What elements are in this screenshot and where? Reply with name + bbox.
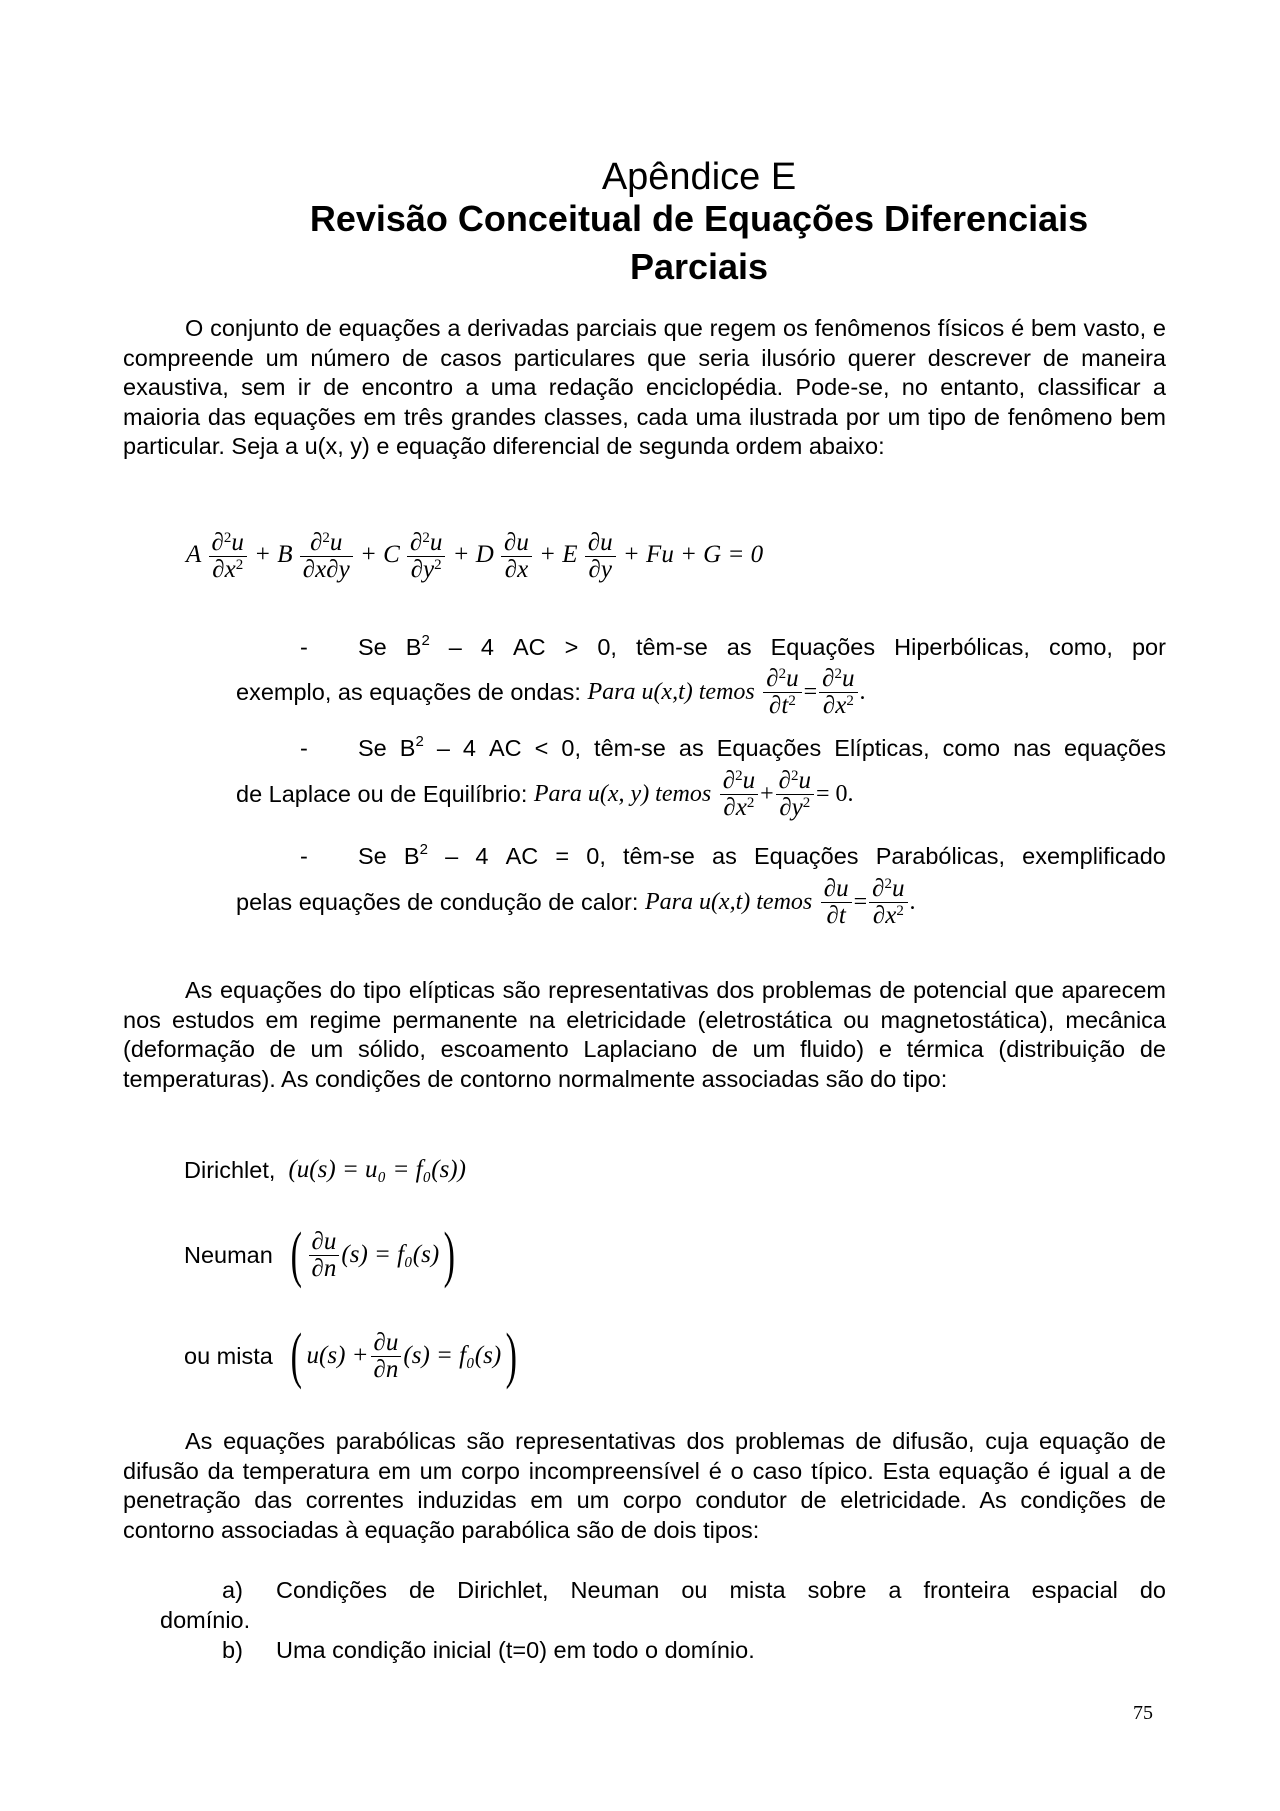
fraction-d2u-dxdy: $\frac{\partial^2u}{\partial x\partial y}$ [300, 530, 353, 583]
fraction-du-dy: $\frac{\partial u}{\partial y}$ [585, 530, 616, 583]
list-item-b: Uma condição inicial (t=0) em todo o domínio. [276, 1637, 755, 1663]
appendix-label: Apêndice E [601, 156, 797, 198]
coef-d: + D [452, 541, 494, 569]
elliptic-paragraph: As equações do tipo elípticas são representativas dos problemas de potencial que aparecem nos estudos em regime permanente na eletricidade (eletrostática ou magnetostática), mecânica (deformação de um sólido, escoamento Laplaciano de um fluido) e térmica (distribuição de temperaturas). As condições de contorno normalmente associadas são do tipo: [123, 977, 1166, 1092]
dirichlet-label: Dirichlet, [184, 1156, 276, 1183]
fraction-du-dx: $\frac{\partial u}{\partial x}$ [501, 530, 532, 583]
dirichlet-expression: (u(s) = u₀ = f₀(s)) [288, 1156, 466, 1183]
equation-tail: + Fu + G = 0 [622, 541, 764, 569]
coef-e: + E [539, 541, 578, 569]
bullet-dash: - [300, 843, 308, 869]
page-title-line1: Revisão Conceitual de Equações Diferenciais [309, 198, 1089, 239]
neuman-label: Neuman [184, 1241, 273, 1268]
bullet-dash: - [300, 634, 308, 660]
case-hyperbolic-example: exemplo, as equações de ondas: Para u(x,t) temos $\frac{\partial^2u}{\partial t^2}$ = $\frac{\partial^2u}{\partial x^2}$ . [236, 665, 866, 719]
coef-b: + B [254, 541, 293, 569]
page-title-line2: Parciais [629, 246, 769, 287]
list-marker-a: a) [222, 1577, 243, 1603]
list-item-a-line2: domínio. [160, 1607, 251, 1633]
mista-label: ou mista [184, 1342, 273, 1369]
mixed-condition: ou mista ( u(s) + $\frac{\partial u}{\partial n}$ (s) = f₀(s) ) [184, 1322, 518, 1390]
fraction-du-dn: $\frac{\partial u}{\partial n}$ [309, 1229, 340, 1282]
fraction-d2u-dx2-heat: $\frac{\partial^2u}{\partial x^2}$ [869, 876, 907, 929]
math-text: Para u(x,t) temos [644, 889, 813, 915]
fraction-d2u-dy2-laplace: $\frac{\partial^2u}{\partial y^2}$ [776, 768, 814, 821]
case-parabolic-line: Se $B^2$ – 4 AC = 0, têm-se as Equações Parabólicas, exemplificado [358, 841, 1166, 869]
bullet-dash: - [300, 735, 308, 761]
fraction-d2u-dy2: $\frac{\partial^2u}{\partial y^2}$ [407, 530, 445, 583]
case-hyperbolic-line: Se $B^2$ – 4 AC > 0, têm-se as Equações Hiperbólicas, como, por [358, 632, 1166, 660]
math-text: Para u(x,t) temos [587, 679, 755, 705]
fraction-d2u-dt2: $\frac{\partial^2u}{\partial t^2}$ [763, 666, 801, 719]
general-pde-equation [186, 530, 763, 583]
fraction-d2u-dx2-wave: $\frac{\partial^2u}{\partial x^2}$ [819, 666, 857, 719]
page-number: 75 [1133, 1702, 1153, 1724]
fraction-du-dt: $\frac{\partial u}{\partial t}$ [821, 876, 852, 929]
list-marker-b: b) [222, 1637, 243, 1663]
math-text: Para u(x, y) temos [533, 781, 712, 807]
intro-paragraph: O conjunto de equações a derivadas parciais que regem os fenômenos físicos é bem vasto, e compreende um número de casos particulares que seria ilusório querer descrever de maneira exaustiva, sem ir de encontro a uma redação enciclopédia. Pode-se, no entanto, classificar a maioria das equações em três grandes classes, cada uma ilustrada por um tipo de fenômeno bem particular. Seja a u(x, y) e equação diferencial de segunda ordem abaixo: [123, 315, 1166, 459]
case-elliptic-line: Se $B^2$ – 4 AC < 0, têm-se as Equações Elípticas, como nas equações [358, 733, 1166, 761]
parabolic-paragraph: As equações parabólicas são representativas dos problemas de difusão, cuja equação de difusão da temperatura em um corpo incompreensível é o caso típico. Esta equação é igual a de penetração das correntes induzidas em um corpo condutor de eletricidade. As condições de contorno associadas à equação parabólica são de dois tipos: [123, 1428, 1166, 1543]
fraction-d2u-dx2-laplace: $\frac{\partial^2u}{\partial x^2}$ [720, 768, 758, 821]
case-parabolic-example: pelas equações de condução de calor: Para u(x,t) temos $\frac{\partial u}{\partial t}$ = $\frac{\partial^2u}{\partial x^2}$ . [236, 875, 916, 929]
case-elliptic-example: de Laplace ou de Equilíbrio: Para u(x, y) temos $\frac{\partial^2u}{\partial x^2}$ + $\frac{\partial^2u}{\partial y^2}$ = 0. [236, 767, 854, 821]
dirichlet-condition [184, 1156, 466, 1184]
fraction-d2u-dx2: $\frac{\partial^2u}{\partial x^2}$ [209, 530, 247, 583]
list-item-a-line1: Condições de Dirichlet, Neuman ou mista sobre a fronteira espacial do [276, 1577, 1166, 1603]
fraction-du-dn-mixed: $\frac{\partial u}{\partial n}$ [371, 1330, 402, 1383]
coef-a: A [186, 541, 202, 569]
neuman-condition: Neuman ( $\frac{\partial u}{\partial n}$ (s) = f₀(s) ) [184, 1221, 456, 1289]
coef-c: + C [359, 541, 400, 569]
